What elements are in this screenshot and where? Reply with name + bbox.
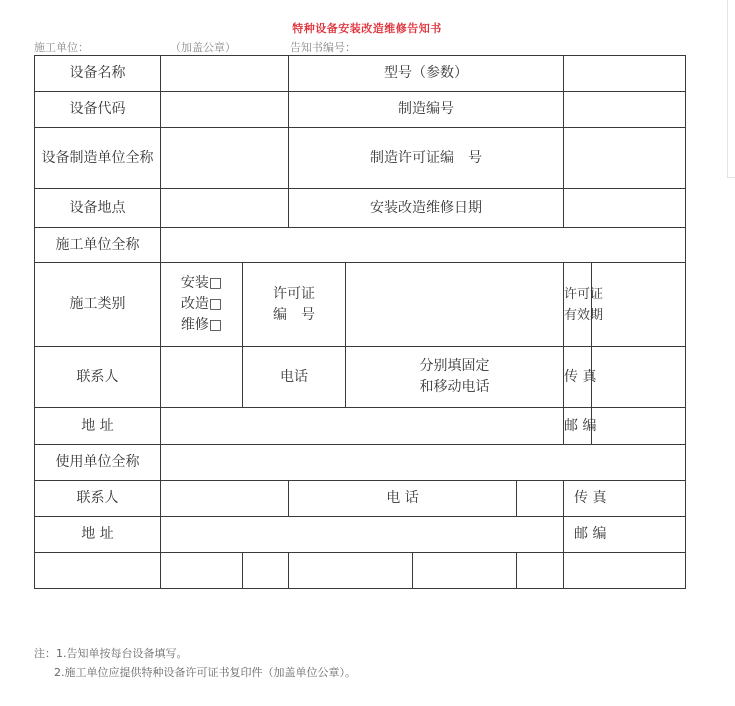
user-unit-label: 使用单位全称	[35, 445, 161, 481]
seal-note: （加盖公章）	[170, 41, 236, 54]
manufacturer-cell[interactable]	[161, 128, 289, 189]
user-phone-cell[interactable]	[517, 481, 564, 517]
license-validity-cell[interactable]	[592, 263, 686, 347]
model-label: 型号（参数）	[289, 56, 564, 92]
manufacturer-label: 设备制造单位全称	[35, 128, 161, 189]
work-date-cell[interactable]	[564, 189, 686, 228]
notice-number-label: 告知书编号：	[290, 41, 356, 54]
license-validity-label-line2: 有效期	[564, 307, 604, 323]
equipment-name-cell[interactable]	[161, 56, 289, 92]
blank-cell-6[interactable]	[517, 553, 564, 589]
phone-label: 电话	[243, 347, 346, 408]
user-fax-label	[564, 481, 686, 517]
user-postcode-text: 邮 编	[574, 526, 607, 542]
contractor-name-label: 施工单位全称	[35, 228, 161, 263]
equipment-name-label: 设备名称	[35, 56, 161, 92]
equipment-code-cell[interactable]	[161, 92, 289, 128]
modify-checkbox[interactable]: 改造□	[180, 296, 223, 312]
address-label: 地 址	[35, 408, 161, 445]
work-date-label: 安装改造维修日期	[289, 189, 564, 228]
location-label: 设备地点	[35, 189, 161, 228]
phone-hint[interactable]	[346, 347, 564, 408]
contractor-name-cell[interactable]	[161, 228, 686, 263]
model-cell[interactable]	[564, 56, 686, 92]
blank-cell-7[interactable]	[564, 553, 686, 589]
user-address-label: 地 址	[35, 517, 161, 553]
blank-cell-4[interactable]	[289, 553, 413, 589]
license-number-label-line2: 编 号	[273, 306, 315, 323]
license-validity-label	[564, 263, 604, 347]
serial-number-label: 制造编号	[289, 92, 564, 128]
serial-number-cell[interactable]	[564, 92, 686, 128]
work-type-options	[161, 263, 243, 347]
postcode-cell[interactable]	[592, 408, 686, 445]
blank-cell-1[interactable]	[35, 553, 161, 589]
user-contact-cell[interactable]	[161, 481, 289, 517]
user-postcode-label	[564, 517, 686, 553]
user-contact-label: 联系人	[35, 481, 161, 517]
license-number-cell[interactable]	[346, 263, 564, 347]
phone-hint-line2: 和移动电话	[419, 379, 490, 395]
repair-checkbox[interactable]: 维修□	[180, 317, 223, 333]
form-title: 特种设备安装改造维修告知书	[292, 22, 442, 35]
note-line-2: 2.施工单位应提供特种设备许可证书复印件（加盖单位公章）。	[54, 666, 356, 679]
work-type-label: 施工类别	[35, 263, 161, 347]
user-address-cell[interactable]	[161, 517, 564, 553]
notice-form-table	[34, 55, 686, 589]
equipment-code-label: 设备代码	[35, 92, 161, 128]
phone-hint-line1: 分别填固定	[419, 358, 490, 374]
contractor-unit-label: 施工单位：	[34, 41, 89, 54]
contact-label: 联系人	[35, 347, 161, 408]
license-validity-label-line1: 许可证	[564, 286, 604, 302]
mfg-license-cell[interactable]	[564, 128, 686, 189]
fax-cell[interactable]	[592, 347, 686, 408]
contact-cell[interactable]	[161, 347, 243, 408]
address-cell[interactable]	[161, 408, 564, 445]
user-fax-text: 传 真	[574, 490, 607, 506]
license-number-label-line1: 许可证	[273, 285, 315, 302]
license-number-label	[243, 263, 346, 347]
postcode-label: 邮 编	[564, 408, 592, 445]
blank-cell-2[interactable]	[161, 553, 243, 589]
blank-cell-3[interactable]	[243, 553, 289, 589]
side-panel-edge	[727, 0, 735, 178]
user-unit-cell[interactable]	[161, 445, 686, 481]
note-line-1: 注：1.告知单按每台设备填写。	[34, 647, 188, 660]
blank-cell-5[interactable]	[413, 553, 517, 589]
user-phone-label: 电 话	[289, 481, 517, 517]
fax-label: 传 真	[564, 347, 592, 408]
location-cell[interactable]	[161, 189, 289, 228]
install-checkbox[interactable]: 安装□	[180, 275, 223, 291]
mfg-license-label: 制造许可证编 号	[289, 128, 564, 189]
